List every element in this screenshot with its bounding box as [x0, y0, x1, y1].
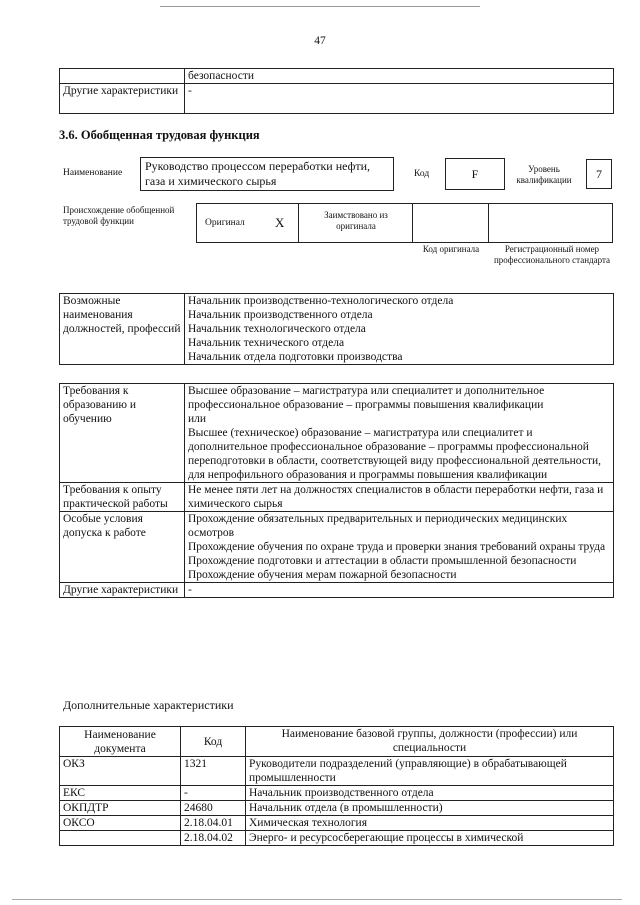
cell-code: 1321	[181, 757, 246, 786]
requirements-table	[59, 383, 614, 598]
position-item: Начальник отдела подготовки производства	[188, 351, 403, 363]
original-mark: X	[275, 215, 285, 230]
position-item: Начальник производственного отдела	[188, 309, 373, 321]
requirement-value	[185, 583, 614, 598]
cell-doc	[60, 831, 181, 846]
table-row	[60, 816, 614, 831]
table-row	[60, 757, 614, 786]
section-title: 3.6. Обобщенная трудовая функция	[59, 128, 260, 142]
cell-name: Руководители подразделений (управляющие) в обрабатывающей промышленности	[246, 757, 614, 786]
requirement-label: Другие характеристики	[60, 583, 185, 598]
requirement-line: Высшее образование – магистратура или специалитет и дополнительное профессиональное образование – программы повышения квалификации	[188, 385, 545, 411]
top-other-label: Другие характеристики	[60, 84, 185, 114]
cell-code: 24680	[181, 801, 246, 816]
level-value: 7	[586, 159, 612, 189]
cell-code: 2.18.04.02	[181, 831, 246, 846]
table-row	[60, 801, 614, 816]
borrowed-label: Заимствовано из оригинала	[324, 210, 388, 231]
origin-label: Происхождение обобщенной трудовой функции	[63, 205, 175, 226]
code-original-caption: Код оригинала	[422, 244, 480, 254]
cell-name: Начальник отдела (в промышленности)	[246, 801, 614, 816]
requirement-value	[185, 384, 614, 483]
requirement-line: или	[188, 413, 207, 425]
cell-doc: ОКЗ	[60, 757, 181, 786]
top-cont-label-cell	[60, 69, 185, 84]
top-cont-text: безопасности	[185, 69, 614, 84]
origin-divider-3	[488, 203, 489, 243]
cell-name: Химическая технология	[246, 816, 614, 831]
requirement-label: Требования к опыту практической работы	[60, 483, 185, 512]
additional-title: Дополнительные характеристики	[63, 698, 234, 712]
requirement-line: Не менее пяти лет на должностях специалистов в области переработки нефти, газа и химического сырья	[188, 484, 604, 510]
level-label: Уровень квалификации	[516, 164, 572, 185]
cell-doc: ОКСО	[60, 816, 181, 831]
origin-divider-1	[298, 203, 299, 243]
cell-name: Начальник производственного отдела	[246, 786, 614, 801]
requirement-label: Особые условия допуска к работе	[60, 512, 185, 583]
function-name-value: Руководство процессом переработки нефти, газа и химического сырья	[140, 157, 394, 191]
code-label: Код	[414, 169, 430, 179]
requirement-line: Прохождение обязательных предварительных и периодических медицинских осмотров	[188, 513, 568, 539]
top-characteristics-table	[59, 68, 614, 114]
origin-divider-2	[412, 203, 413, 243]
positions-table	[59, 293, 614, 365]
cell-code: -	[181, 786, 246, 801]
requirement-row	[60, 384, 614, 483]
positions-label: Возможные наименования должностей, профессий	[60, 294, 185, 365]
name-label: Наименование	[63, 168, 123, 178]
requirement-line: -	[188, 584, 192, 596]
col-header-code: Код	[181, 727, 246, 757]
requirement-line: Прохождение обучения по охране труда и проверки знания требований охраны труда	[188, 541, 606, 553]
requirement-row	[60, 483, 614, 512]
additional-table	[59, 726, 614, 846]
original-label: Оригинал	[205, 218, 245, 228]
requirement-value	[185, 483, 614, 512]
requirement-line: Прохождение обучения мерам пожарной безопасности	[188, 569, 457, 581]
requirement-line: Прохождение подготовки и аттестации в области промышленной безопасности	[188, 555, 577, 567]
cell-name: Энерго- и ресурсосберегающие процессы в химической	[246, 831, 614, 846]
position-item: Начальник технического отдела	[188, 337, 345, 349]
requirement-value	[185, 512, 614, 583]
requirement-row	[60, 512, 614, 583]
cell-doc: ОКПДТР	[60, 801, 181, 816]
reg-number-caption: Регистрационный номер профессионального стандарта	[493, 244, 611, 265]
cell-code: 2.18.04.01	[181, 816, 246, 831]
requirement-line: Высшее (техническое) образование – магистратура или специалитет и дополнительное профессиональное образование – программы профессиональной переподготовки в области, соответствующей виду профессиональной деятельности, для непрофильного образования и программы повышения квалификации	[188, 427, 601, 481]
position-item: Начальник технологического отдела	[188, 323, 366, 335]
scan-edge-top	[160, 6, 480, 7]
col-header-name: Наименование базовой группы, должности (профессии) или специальности	[246, 727, 614, 757]
positions-list	[185, 294, 614, 365]
scan-edge-bottom	[12, 899, 622, 900]
position-item: Начальник производственно-технологического отдела	[188, 295, 454, 307]
requirement-row	[60, 583, 614, 598]
function-code-value: F	[445, 158, 505, 190]
page-number: 47	[314, 35, 326, 47]
table-row	[60, 786, 614, 801]
cell-doc: ЕКС	[60, 786, 181, 801]
table-row	[60, 831, 614, 846]
requirement-label: Требования к образованию и обучению	[60, 384, 185, 483]
top-other-value: -	[185, 84, 614, 114]
col-header-doc: Наименование документа	[60, 727, 181, 757]
